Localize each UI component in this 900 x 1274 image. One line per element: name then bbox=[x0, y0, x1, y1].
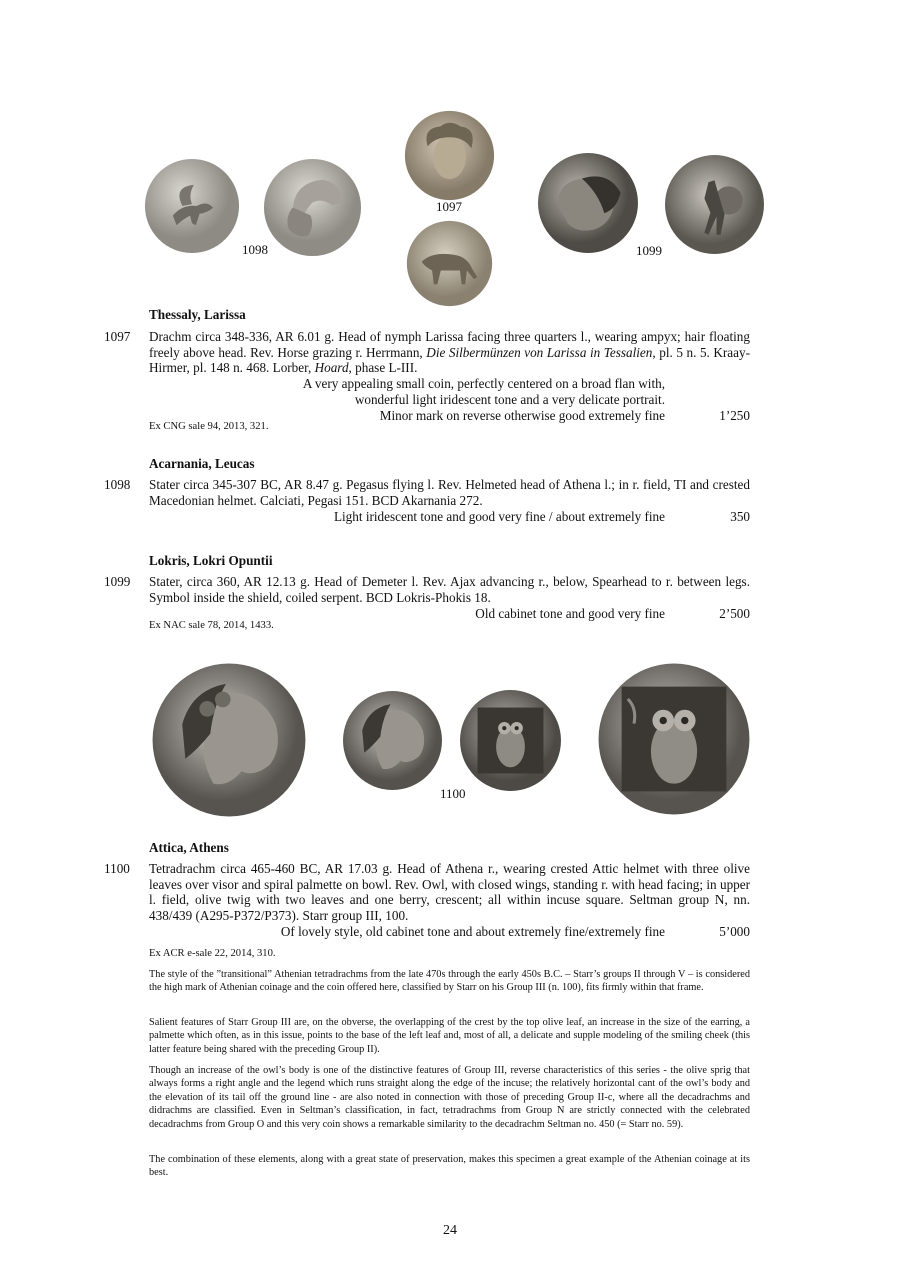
lot-estimate-price: 350 bbox=[730, 509, 750, 524]
grade-line: wonderful light iridescent tone and a very delicate portrait. bbox=[354, 392, 665, 407]
figure-caption-1097: 1097 bbox=[436, 199, 462, 214]
grade-line: Light iridescent tone and good very fine / about extremely fine bbox=[333, 509, 665, 524]
desc-text: , phase L-III. bbox=[348, 360, 418, 376]
commentary-paragraph: Salient features of Starr Group III are, on the obverse, the overlapping of the crest by the top olive leaf, an increase in the size of the earring, a palmette which often, as in this issue, points to the base of the left leaf and, most of all, a delicate and supple modeling of the smiling cheek (this latter feature being shared with the preceding Group II). bbox=[149, 1017, 750, 1055]
page-number: 24 bbox=[443, 1223, 457, 1238]
grade-line: Minor mark on reverse otherwise good extremely fine bbox=[379, 408, 665, 423]
commentary-paragraph: The combination of these elements, along with a great state of preservation, makes this specimen a great example of the Athenian coinage at its best. bbox=[149, 1154, 750, 1179]
grade-line: A very appealing small coin, perfectly centered on a broad flan with, bbox=[302, 376, 665, 391]
lot-estimate-price: 1’250 bbox=[719, 408, 750, 423]
lot-region-heading: Thessaly, Larissa bbox=[149, 307, 246, 322]
coin-1100-obverse-athena bbox=[342, 689, 443, 792]
grade-line: Of lovely style, old cabinet tone and about extremely fine/extremely fine bbox=[280, 924, 665, 939]
lot-region-heading: Acarnania, Leucas bbox=[149, 456, 255, 471]
lot-number: 1099 bbox=[104, 574, 131, 589]
desc-text: , pl. 5 n. 5. Kraay-Hirmer, pl. 148 n. 468. Lorber, bbox=[149, 344, 750, 376]
lot-region-heading: Lokris, Lokri Opuntii bbox=[149, 553, 273, 568]
coin-1100-obverse-athena-enlarged bbox=[151, 660, 307, 820]
lot-estimate-price: 5’000 bbox=[719, 924, 750, 939]
commentary-paragraph: The style of the ”transitional” Athenian tetradrachms from the late 470s through the early 450s B.C. – Starr’s groups II through V – is considered the high mark of Athenian coinage and the coin offered here, classified by Starr on his Group III (n. 100), fits firmly within that frame. bbox=[149, 969, 750, 994]
lot-provenance: Ex NAC sale 78, 2014, 1433. bbox=[149, 620, 274, 631]
desc-reference-title: Hoard bbox=[314, 360, 349, 376]
commentary-paragraph: Though an increase of the owl’s body is one of the distinctive features of Group III, reverse characteristics of this series - the olive sprig that always forms a right angle and the legend which runs straight along the edge of the incuse; the relatively horizontal cant of the owl’s body and the elevation of its tail off the ground line - are also noted in connection with those of preceding Group II-c, where all the decadrachms and didrachms are classified. Even in Seltman’s classification, in fact, tetradrachms from Group N are strictly connected with the celebrated decadrachms from Group O and this very coin shows a remarkable similarity to the decadrachm Seltman no. 450 (= Starr no. 59). bbox=[149, 1065, 750, 1130]
lot-provenance: Ex ACR e-sale 22, 2014, 310. bbox=[149, 948, 276, 959]
lot-description: Stater, circa 360, AR 12.13 g. Head of Demeter l. Rev. Ajax advancing r., below, Spearhead to r. between legs. Symbol inside the shield, coiled serpent. BCD Lokris-Phokis 18. bbox=[149, 574, 750, 605]
lot-provenance: Ex CNG sale 94, 2013, 321. bbox=[149, 421, 269, 432]
coin-1097-reverse-horse bbox=[404, 220, 495, 307]
lot-description: Stater circa 345-307 BC, AR 8.47 g. Pegasus flying l. Rev. Helmeted head of Athena l.; in r. field, TI and crested Macedonian helmet. Calciati, Pegasi 151. BCD Akarnania 272. bbox=[149, 477, 750, 508]
figure-caption-1098: 1098 bbox=[242, 242, 268, 257]
coin-1099-reverse-ajax bbox=[664, 153, 765, 256]
coin-1098-reverse-athena bbox=[263, 158, 362, 257]
desc-text: Drachm circa 348-336, AR 6.01 g. Head of nymph Larissa facing three quarters l., wearing ampyx; hair floating freely above head. Rev. Horse grazing r. Herrmann, bbox=[149, 329, 750, 360]
lot-description bbox=[149, 329, 750, 376]
desc-reference-title: Die Silbermünzen von Larissa in Tessalien bbox=[426, 344, 653, 360]
coin-1099-obverse-demeter bbox=[537, 152, 639, 254]
lot-region-heading: Attica, Athens bbox=[149, 840, 229, 855]
grade-line: Old cabinet tone and good very fine bbox=[475, 606, 665, 621]
coin-1100-reverse-owl bbox=[459, 689, 562, 792]
lot-number: 1097 bbox=[104, 329, 131, 344]
lot-description: Tetradrachm circa 465-460 BC, AR 17.03 g. Head of Athena r., wearing crested Attic helmet with three olive leaves over visor and spiral palmette on bowl. Rev. Owl, with closed wings, standing r. with head facing; in upper l. field, olive twig with two leaves and one berry, crescent; all within incuse square. Seltman group N, nn. 438/439 (A295-P372/P373). Starr group III, 100. bbox=[149, 861, 750, 923]
lot-number: 1100 bbox=[104, 861, 130, 876]
coin-1098-obverse-pegasus bbox=[144, 158, 240, 254]
figure-caption-1099: 1099 bbox=[636, 243, 662, 258]
lot-number: 1098 bbox=[104, 477, 131, 492]
coin-1100-reverse-owl-enlarged bbox=[597, 655, 751, 823]
figure-caption-1100: 1100 bbox=[440, 786, 466, 801]
lot-estimate-price: 2’500 bbox=[719, 606, 750, 621]
coin-1097-obverse-larissa bbox=[404, 110, 495, 201]
